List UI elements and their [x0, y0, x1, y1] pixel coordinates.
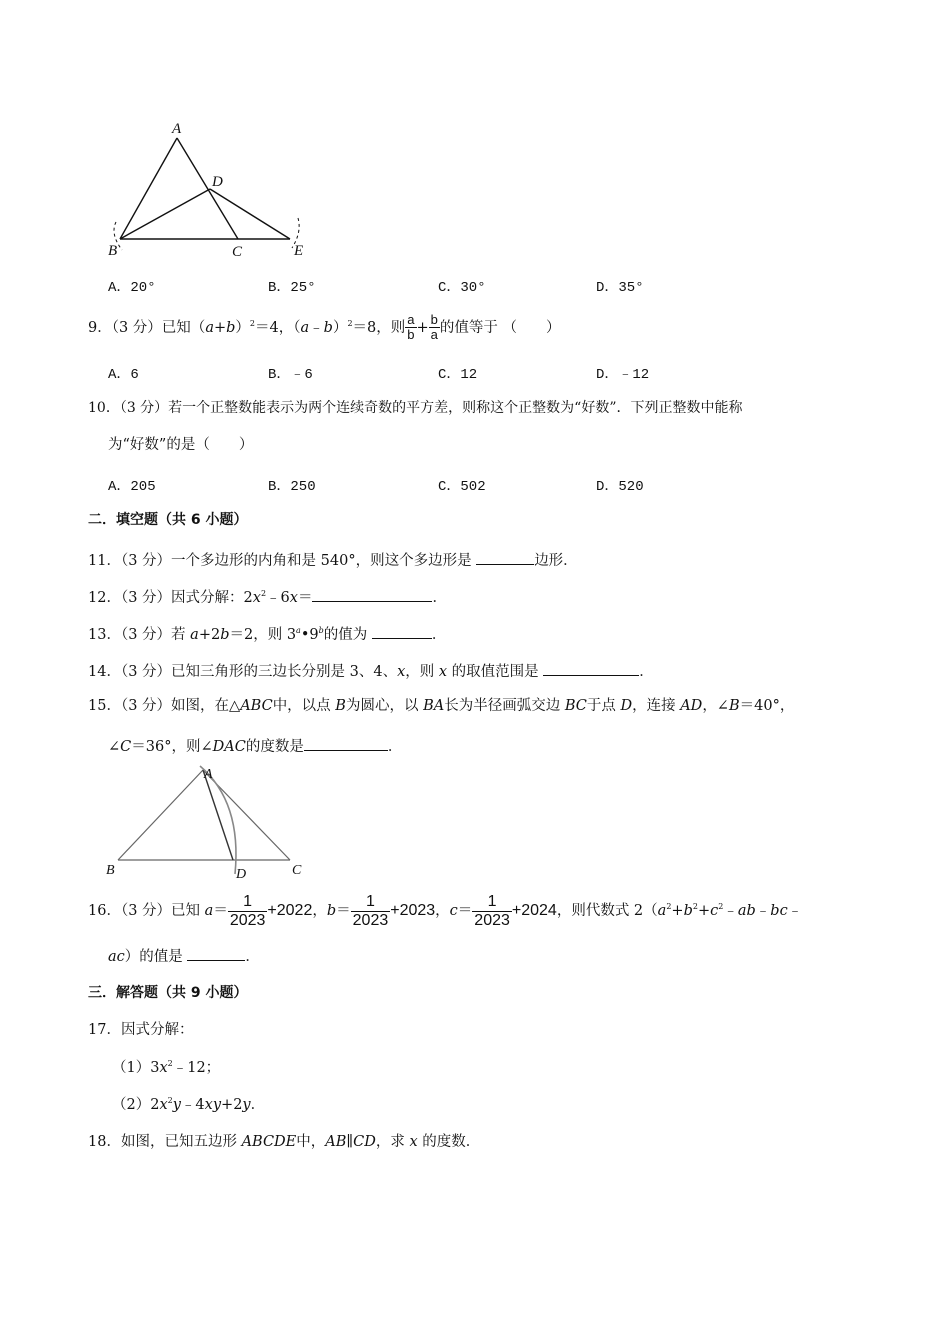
q12-stem: 12．（3 分）因式分解：$2x^2﹣6x=$ ．	[88, 589, 447, 606]
q15-line2: ∠C＝36°，则∠DAC的度数是 ．	[108, 736, 402, 756]
section-fill-in-heading: 二．填空题（共 6 小题）	[88, 512, 248, 528]
q11-answer-blank[interactable]	[476, 550, 534, 565]
q9-option-a: A．6	[108, 367, 139, 383]
q9-option-d: D．﹣12	[596, 367, 650, 383]
label-b: B	[108, 243, 118, 259]
figure-triangle-q15	[100, 762, 320, 884]
fraction-1-over-2023: $\frac{1}{2023}$	[352, 893, 389, 929]
segment-ad	[203, 770, 233, 860]
q13-stem: 13．（3 分）若 a+2b＝2，则 3$^a$•9$^b$的值为 ．	[88, 626, 447, 643]
fraction-1-over-2023: $\frac{1}{2023}$	[474, 893, 510, 929]
q17-part1: $(1)3x^2﹣12$；	[112, 1059, 221, 1076]
segment-ac	[177, 138, 238, 239]
q9-stem: 9．（3 分）已知$(a+b)^2=4$，（a﹣b）$^2$＝8，则 $\frac{a}{b}$ + $\frac{b}{a}$ 的值等于 （ ）	[88, 312, 561, 343]
q9-option-b: B．﹣6	[268, 367, 313, 383]
q10-option-d: D．520	[596, 479, 644, 495]
label-e: E	[294, 243, 304, 259]
q10-line1: 10．（3 分）若一个正整数能表示为两个连续奇数的平方差，则称这个正整数为“好数”．下列正整数中能称	[88, 400, 743, 416]
q16-line1: 16．（3 分）已知 a＝ $\frac{1}{2023}$ +2022，b＝ $\frac{1}{2023}$ +2023，c＝ $\frac{1}{2023}$ +2024，则代数式 $2(a^2+b^2+c^2﹣ab﹣bc﹣$	[88, 893, 803, 929]
q8-option-c: C．30°	[438, 280, 486, 296]
q17-part2: $(2)2x^2y﹣4xy+2y$．	[112, 1096, 266, 1113]
figure-triangle-q8	[100, 118, 320, 268]
q13-answer-blank[interactable]	[372, 624, 432, 639]
q16-answer-blank[interactable]	[187, 946, 245, 961]
q8-option-b: B．25°	[268, 280, 316, 296]
label-a: A	[172, 121, 182, 137]
q14-answer-blank[interactable]	[543, 661, 639, 676]
segment-de	[210, 189, 290, 239]
label-c: C	[232, 244, 243, 260]
label-b: B	[106, 863, 115, 878]
q17-title: 17．因式分解：	[88, 1022, 194, 1038]
q10-option-b: B．250	[268, 479, 316, 495]
segment-ab	[118, 770, 203, 860]
q15-line1: 15．（3 分）如图，在△ABC中，以点 B为圆心，以 BA长为半径画弧交边 BC于点 D，连接 AD，∠B＝40°，	[88, 698, 795, 714]
q11-stem: 11．（3 分）一个多边形的内角和是 540°，则这个多边形是 边形．	[88, 550, 578, 570]
q10-option-c: C．502	[438, 479, 486, 495]
q15-answer-blank[interactable]	[304, 736, 388, 751]
label-c: C	[292, 863, 302, 878]
q16-line2: ac）的值是 ．	[108, 946, 260, 966]
label-d: D	[212, 174, 223, 190]
q8-option-d: D．35°	[596, 280, 644, 296]
label-a: A	[204, 767, 213, 782]
q14-stem: 14．（3 分）已知三角形的三边长分别是 3、4、x，则 x 的取值范围是 ．	[88, 661, 654, 681]
q9-option-c: C．12	[438, 367, 478, 383]
section-solve-heading: 三．解答题（共 9 小题）	[88, 985, 248, 1001]
q10-option-a: A．205	[108, 479, 156, 495]
arc-bd	[200, 766, 236, 874]
label-d: D	[236, 867, 247, 882]
fraction-a-over-b: $\frac{a}{b}$	[407, 312, 415, 343]
q12-answer-blank[interactable]	[312, 587, 432, 602]
fraction-b-over-a: $\frac{b}{a}$	[430, 312, 438, 343]
fraction-1-over-2023: $\frac{1}{2023}$	[229, 893, 266, 929]
q8-option-a: A．20°	[108, 280, 156, 296]
q10-line2: 为“好数”的是（ ）	[108, 437, 254, 453]
q18-stem: 18．如图，已知五边形 ABCDE中，AB∥CD，求 x 的度数．	[88, 1134, 481, 1150]
